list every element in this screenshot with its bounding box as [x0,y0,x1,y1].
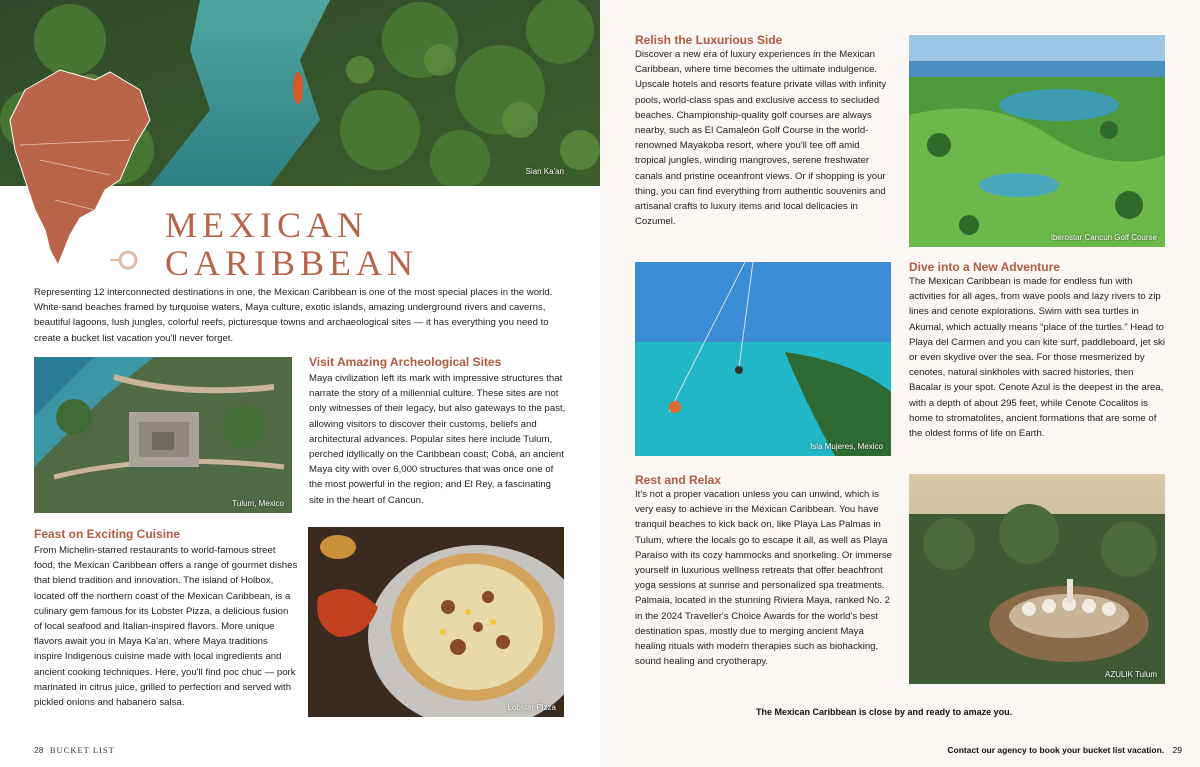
sian-kaan-caption: Sian Ka'an [525,167,564,176]
left-folio [34,745,115,755]
north-america-map [0,60,160,280]
left-running-title: BUCKET LIST [49,745,115,755]
right-page [600,0,1200,767]
tulum-image [34,357,292,513]
cuisine-heading: Feast on Exciting Cuisine [34,527,181,541]
lux-paragraph: Discover a new era of luxury experiences in the Mexican Caribbean, where time becomes the ultimate indulgence. Upscale hotels and resorts feature private villas with infinity pools, world-class spas and exclusive access to secluded beaches. Championship-quality golf courses are always nearby, such as El Camaleón Golf Course in the world-renowned Mayakoba resort, where you'll tee off amid tropical jungles, winding mangroves, serene freshwater canals and pristine oceanfront views. Or if shopping is your thing, you can find everything from authentic souvenirs and artisanal crafts to luxury items and local delicacies in Cozumel. [635,49,887,228]
tagline: The Mexican Caribbean is close by and ready to amaze you. [756,707,1013,717]
azulik-caption: AZULIK Tulum [1104,670,1157,679]
golf-caption: Iberostar Cancun Golf Course [1050,233,1157,242]
contact-text: Contact our agency to book your bucket list vacation. [947,745,1165,755]
page-title-line2: CARIBBEAN [165,243,419,283]
golf-photo [909,35,1165,247]
relax-heading: Rest and Relax [635,473,722,487]
golf-image [909,35,1165,247]
lobster-pizza-image [308,527,564,717]
lux-heading: Relish the Luxurious Side [635,33,783,47]
arch-paragraph: Maya civilization left its mark with impressive structures that narrate the story of a millennial culture. These sites are not only witnesses of their legacy, but also gateways to the past, allowing visitors to discover their customs, beliefs and architectural advances. Popular sites here include Tulum, perched idyllically on the Caribbean coast; Cobá, an ancient Maya city with over 6,000 structures that was once one of the most powerful in the region; and El Rey, a fascinating site in the heart of Cancun. [309,373,566,506]
left-page-number: 28 [34,745,44,755]
adv-paragraph: The Mexican Caribbean is made for endless fun with activities for all ages, from wave pools and lazy rivers to zip lines and cenote explorations. Swim with sea turtles in Akumal, which actually means “place of the turtles.” Head to Playa del Carmen and you can kite surf, paddleboard, jet ski or even skydive over the sea. For those mesmerized by cenotes, natural sinkholes with sacred histories, then Bacalar is your spot. Cenote Azul is the deepest in the area, with a depth of about 295 feet, while Cenote Cocalitos is home to stromatolites, ancient formations that are some of the oldest forms of life on Earth. [909,276,1165,440]
tulum-photo [34,357,292,513]
pizza-caption: Lobster Pizza [507,703,556,712]
lobster-pizza-photo [308,527,564,717]
relax-paragraph: It's not a proper vacation unless you can unwind, which is very easy to achieve in the Mexican Caribbean. You have tranquil beaches to kick back on, like Playa Las Palmas in Tulum, where the locals go to escape it all, as well as Playa Paraíso with its cozy hammocks and snorkeling. Or immerse yourself in luxurious wellness retreats that offer beachfront yoga sessions at sunrise and personalized spa treatments. Palmaia, located in the stunning Riviera Maya, ranked No. 2 in the 2024 Traveller's Choice Awards for the world's best destination spas, mostly due to merging ancient Maya healing rituals with modern therapies such as biohacking, sound healing and cryotherapy. [635,489,892,668]
intro-paragraph: Representing 12 interconnected destinations in one, the Mexican Caribbean is one of the most special places in the world. White-sand beaches framed by turquoise waters, Maya culture, exotic islands, amazing underground rivers and caverns, beautiful lagoons, lush jungles, colorful reefs, picturesque towns and archaeological sites — it has everything you need to create a bucket list vacation you'll never forget. [34,287,553,344]
page-title-line1: MEXICAN [165,205,368,245]
arch-heading: Visit Amazing Archeological Sites [309,355,502,369]
contact-line [947,745,1182,755]
isla-caption: Isla Mujeres, Mexico [810,442,883,451]
adv-heading: Dive into a New Adventure [909,260,1060,274]
right-page-number: 29 [1172,745,1182,755]
azulik-image [909,474,1165,684]
isla-mujeres-photo [635,262,891,456]
azulik-photo [909,474,1165,684]
isla-mujeres-image [635,262,891,456]
tulum-caption: Tulum, Mexico [232,499,284,508]
cuisine-paragraph: From Michelin-starred restaurants to world-famous street food, the Mexican Caribbean offers a range of gourmet dishes that blend tradition and innovation. The island of Holbox, located off the northern coast of the Mexican Caribbean, is a culinary gem famous for its Lobster Pizza, a delicious fusion of local seafood and Italian-inspired flavors. More unique flavors await you in Maya Ka'an, where Maya traditions inspire Indigenous cuisine made with local ingredients and ancient cooking techniques. Here, you'll find poc chuc — pork marinated in citrus juice, grilled to perfection and served with pickled onions and habanero salsa. [34,545,298,709]
